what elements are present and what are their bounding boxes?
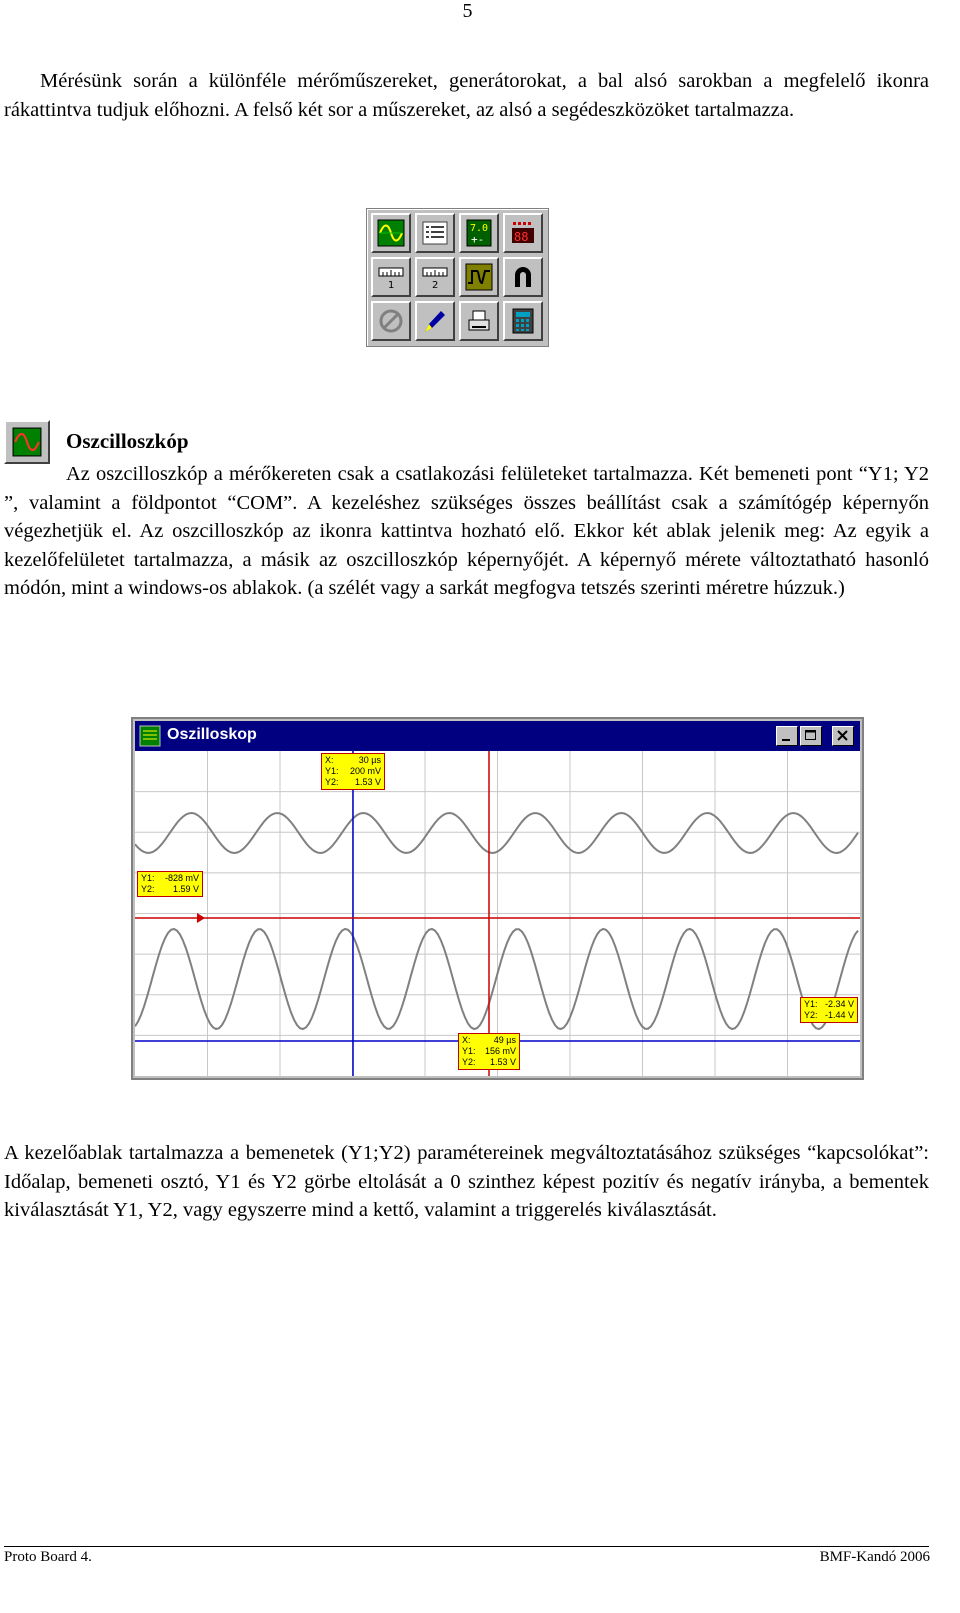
printer-icon [465,307,493,335]
probe-1-tool-button[interactable] [371,257,411,297]
window-titlebar[interactable] [135,721,860,751]
svg-text:88: 88 [514,230,529,244]
readout-left: Y1: -828 mV Y2: 1.59 V [137,871,203,897]
instrument-toolbar [366,208,549,347]
magnet-icon [509,263,537,291]
list-tool-button[interactable] [415,213,455,253]
calculator-tool-button[interactable] [503,301,543,341]
footer-divider [4,1546,929,1547]
scope-screen[interactable] [135,751,860,1076]
oscilloscope-tool-button[interactable] [371,213,411,253]
footer-right: BMF-Kandó 2006 [819,1549,930,1565]
generator-tool-button[interactable] [459,257,499,297]
minimize-button[interactable] [776,726,798,746]
footer-left: Proto Board 4. [4,1549,92,1565]
probe-2-tool-button[interactable] [415,257,455,297]
digital-display-tool-button[interactable] [503,213,543,253]
oscilloscope-window [131,717,864,1080]
cancel-icon [377,307,405,335]
list-icon [421,219,449,247]
svg-text:1: 1 [388,280,395,291]
section-heading: Oszcilloszkóp [66,429,189,453]
scope-display [135,751,860,1076]
probe-2-icon [421,263,449,291]
svg-text:2: 2 [432,280,439,291]
scope-grid [135,751,860,1076]
oscilloscope-icon [12,427,42,457]
magnet-tool-button[interactable] [503,257,543,297]
section-paragraph: Az oszcilloszkóp a mérőkereten csak a csatlakozási felületeket tartalmazza. Két bemeneti pont “Y1; Y2 ”, valamint a földpontot “COM”. A kezeléshez szükséges összes beállítást csak a számítógép képernyőn végezhetjük el. Az oszcilloszkóp az ikonra kattintva hozható elő. Ekkor két ablak jelenik meg: Az egyik a kezelőfelületet tartalmazza, a másik az oszcilloszkóp képernyőjét. A képernyő mérete változtatható hasonló módón, mint a windows-os ablakok. (a szélét vagy a sarkát megfogva tetszés szerinti méretre húzzuk.) [4,463,929,599]
oscilloscope-icon [377,219,405,247]
trace-y2 [135,929,858,1029]
app-icon [139,725,161,747]
probe-1-icon [377,263,405,291]
multimeter-icon [465,219,493,247]
pen-tool-button[interactable] [415,301,455,341]
oscilloscope-heading-icon-button [4,420,50,464]
digital-display-icon [509,219,537,247]
readout-top: X: 30 µs Y1: 200 mV Y2: 1.53 V [321,753,385,790]
multimeter-tool-button[interactable] [459,213,499,253]
cursor-marker-left [197,913,205,923]
cancel-tool-button[interactable] [371,301,411,341]
maximize-icon [804,729,818,743]
svg-text:+-: +- [471,233,485,246]
page-number: 5 [462,0,473,22]
readout-bottom: X: 49 µs Y1: 156 mV Y2: 1.53 V [458,1033,520,1070]
svg-text:7.0: 7.0 [470,223,489,234]
trace-y1 [135,813,858,853]
generator-icon [465,263,493,291]
readout-right: Y1: -2.34 V Y2: -1.44 V [800,997,858,1023]
pen-icon [421,307,449,335]
intro-paragraph: Mérésünk során a különféle mérőműszereket, generátorokat, a bal alsó sarokban a megfelelő ikonra rákattintva tudjuk előhozni. A felső két sor a műszereket, az alsó a segédeszközöket tartalmazza. [4,70,929,121]
maximize-button[interactable] [800,726,822,746]
close-button[interactable] [832,726,854,746]
window-title: Oszilloskop [167,726,257,743]
control-paragraph: A kezelőablak tartalmazza a bemenetek (Y1;Y2) paramétereinek megváltoztatásához szükséges “kapcsolókat”: Időalap, bemeneti osztó, Y1 és Y2 görbe eltolását a 0 szinthez képest pozitív és negatív irányba, a bementek kiválasztását Y1, Y2, vagy egyszerre mind a kettő, valamint a triggerelés kiválasztását. [4,1142,929,1221]
printer-tool-button[interactable] [459,301,499,341]
minimize-icon [780,729,794,743]
calculator-icon [509,307,537,335]
close-icon [836,729,850,743]
